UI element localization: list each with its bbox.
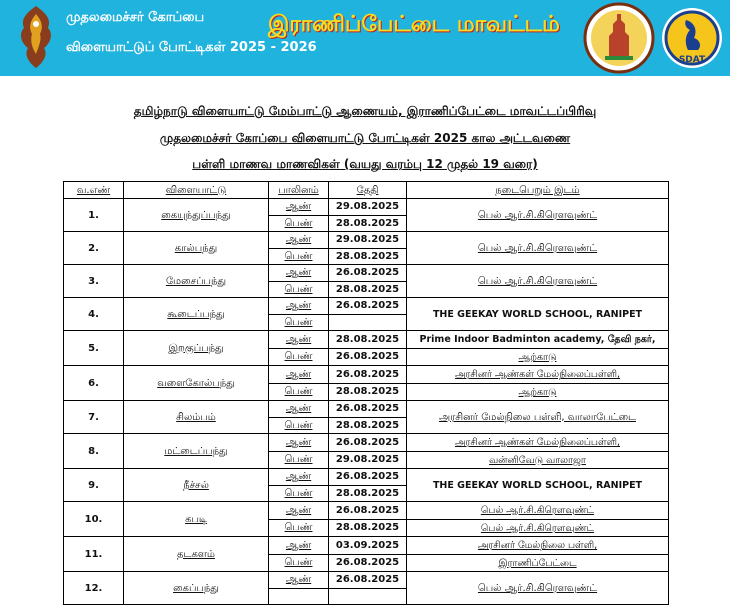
gender-male: ஆண் <box>269 199 329 216</box>
header-title-line1: முதலமைச்சர் கோப்பை <box>66 10 205 25</box>
gender-female: பெண் <box>269 451 329 469</box>
table-row <box>64 298 669 315</box>
gender-female: பெண் <box>269 554 329 572</box>
date-female: 28.08.2025 <box>329 383 407 401</box>
date-male: 26.08.2025 <box>329 469 407 486</box>
tamilnadu-emblem-icon <box>583 2 655 74</box>
header-title-line2: விளையாட்டுப் போட்டிகள் 2025 - 2026 <box>66 40 317 55</box>
date-female: 26.08.2025 <box>329 554 407 572</box>
serial-number: 6. <box>64 366 124 401</box>
venue-line2: இராணிப்பேட்டை <box>407 554 669 572</box>
col-header-venue: நடைபெறும் இடம் <box>407 182 669 199</box>
header-banner <box>0 0 730 76</box>
sport-name: சிலம்பம் <box>124 401 269 434</box>
sport-name: கையுந்துப்பந்து <box>124 199 269 232</box>
gender-male: ஆண் <box>269 469 329 486</box>
venue: அரசினர் மேல்நிலை பள்ளி, வாலாபேட்டை <box>407 401 669 434</box>
col-header-sno: வ.எண் <box>64 182 124 199</box>
date-male: 26.08.2025 <box>329 572 407 589</box>
date-female <box>329 314 407 331</box>
gender-female: பெண் <box>269 281 329 298</box>
date-male: 03.09.2025 <box>329 537 407 555</box>
date-female: 26.08.2025 <box>329 348 407 366</box>
date-female: 28.08.2025 <box>329 485 407 502</box>
table-row <box>64 366 669 384</box>
table-row <box>64 537 669 555</box>
date-male: 26.08.2025 <box>329 298 407 315</box>
serial-number: 11. <box>64 537 124 572</box>
date-female: 28.08.2025 <box>329 248 407 265</box>
date-male: 29.08.2025 <box>329 199 407 216</box>
table-row <box>64 401 669 418</box>
sport-name: மட்டைப்பந்து <box>124 434 269 469</box>
date-male: 26.08.2025 <box>329 366 407 384</box>
venue: பெல் ஆர்.சி.கிரௌவுண்ட் <box>407 199 669 232</box>
intro-line3: பள்ளி மாணவ மாணவிகள் (வயது வரம்பு 12 முதல் 19 வரை) <box>192 157 538 171</box>
serial-number: 5. <box>64 331 124 366</box>
gender-male: ஆண் <box>269 298 329 315</box>
venue: பெல் ஆர்.சி.கிரௌவுண்ட் <box>407 265 669 298</box>
serial-number: 10. <box>64 502 124 537</box>
gender-female: பெண் <box>269 519 329 537</box>
serial-number: 4. <box>64 298 124 331</box>
serial-number: 12. <box>64 572 124 605</box>
venue: THE GEEKAY WORLD SCHOOL, RANIPET <box>407 298 669 331</box>
sport-name: இறகுப்பந்து <box>124 331 269 366</box>
district-title: இராணிப்பேட்டை மாவட்டம் <box>268 12 560 37</box>
table-row <box>64 331 669 349</box>
intro-line2: முதலமைச்சர் கோப்பை விளையாட்டு போட்டிகள் 2025 கால அட்டவணை <box>159 131 571 145</box>
venue-line1: அரசினர் மேல்நிலை பள்ளி, <box>407 537 669 555</box>
gender-male: ஆண் <box>269 366 329 384</box>
sport-name: கைப்பந்து <box>124 572 269 605</box>
table-row <box>64 572 669 589</box>
serial-number: 8. <box>64 434 124 469</box>
schedule-table <box>63 181 669 605</box>
serial-number: 3. <box>64 265 124 298</box>
venue: பெல் ஆர்.சி.கிரௌவுண்ட் <box>407 232 669 265</box>
sport-name: வளைகோல்பந்து <box>124 366 269 401</box>
serial-number: 1. <box>64 199 124 232</box>
col-header-sport: விளையாட்டு <box>124 182 269 199</box>
date-male: 26.08.2025 <box>329 502 407 520</box>
date-female: 28.08.2025 <box>329 215 407 232</box>
table-row <box>64 199 669 216</box>
sdat-logo-icon <box>660 6 724 70</box>
serial-number: 7. <box>64 401 124 434</box>
venue-line1: அரசினர் ஆண்கள் மேல்நிலைப்பள்ளி, <box>407 366 669 384</box>
sport-name: தடகளம் <box>124 537 269 572</box>
sport-name: கால்பந்து <box>124 232 269 265</box>
date-male: 26.08.2025 <box>329 265 407 282</box>
table-row <box>64 265 669 282</box>
table-header-row <box>64 182 669 199</box>
date-female <box>329 588 407 605</box>
gender-male: ஆண் <box>269 401 329 418</box>
gender-female: பெண் <box>269 248 329 265</box>
date-male: 29.08.2025 <box>329 232 407 249</box>
venue-line2: ஆற்காடு <box>407 348 669 366</box>
gender-male: ஆண் <box>269 232 329 249</box>
serial-number: 2. <box>64 232 124 265</box>
gender-female: பெண் <box>269 215 329 232</box>
venue: பெல் ஆர்.சி.கிரௌவுண்ட் <box>407 572 669 605</box>
venue: THE GEEKAY WORLD SCHOOL, RANIPET <box>407 469 669 502</box>
table-row <box>64 434 669 452</box>
gender-male: ஆண் <box>269 331 329 349</box>
date-female: 28.08.2025 <box>329 417 407 434</box>
serial-number: 9. <box>64 469 124 502</box>
venue-line1: அரசினர் ஆண்கள் மேல்நிலைப்பள்ளி, <box>407 434 669 452</box>
gender-male: ஆண் <box>269 502 329 520</box>
torch-runner-logo-icon <box>14 4 58 72</box>
sport-name: கூடைப்பந்து <box>124 298 269 331</box>
venue-line1: Prime Indoor Badminton academy, தேவி நகர், <box>407 331 669 349</box>
table-row <box>64 502 669 520</box>
col-header-date: தேதி <box>329 182 407 199</box>
sport-name: நீச்சல் <box>124 469 269 502</box>
date-male: 28.08.2025 <box>329 331 407 349</box>
col-header-gender: பாலினம் <box>269 182 329 199</box>
gender-female: பெண் <box>269 485 329 502</box>
gender-male: ஆண் <box>269 537 329 555</box>
gender-female: பெண் <box>269 417 329 434</box>
venue-line2: பெல் ஆர்.சி.கிரௌவுண்ட் <box>407 519 669 537</box>
date-female: 28.08.2025 <box>329 281 407 298</box>
sport-name: கபடி <box>124 502 269 537</box>
date-female: 29.08.2025 <box>329 451 407 469</box>
venue-line2: வன்னிவேடு வாலாஜா <box>407 451 669 469</box>
date-male: 26.08.2025 <box>329 434 407 452</box>
gender-male: ஆண் <box>269 265 329 282</box>
sdat-label: SDAT <box>678 55 706 65</box>
table-row <box>64 232 669 249</box>
gender-male: ஆண் <box>269 434 329 452</box>
sport-name: மேசைப்பந்து <box>124 265 269 298</box>
date-male: 26.08.2025 <box>329 401 407 418</box>
gender-female: பெண் <box>269 383 329 401</box>
gender-female <box>269 588 329 605</box>
venue-line1: பெல் ஆர்.சி.கிரௌவுண்ட் <box>407 502 669 520</box>
gender-female: பெண் <box>269 314 329 331</box>
date-female: 28.08.2025 <box>329 519 407 537</box>
venue-line2: ஆற்காடு <box>407 383 669 401</box>
table-row <box>64 469 669 486</box>
gender-female: பெண் <box>269 348 329 366</box>
gender-male: ஆண் <box>269 572 329 589</box>
intro-line1: தமிழ்நாடு விளையாட்டு மேம்பாட்டு ஆணையம், இராணிப்பேட்டை மாவட்டப்பிரிவு <box>133 104 597 118</box>
